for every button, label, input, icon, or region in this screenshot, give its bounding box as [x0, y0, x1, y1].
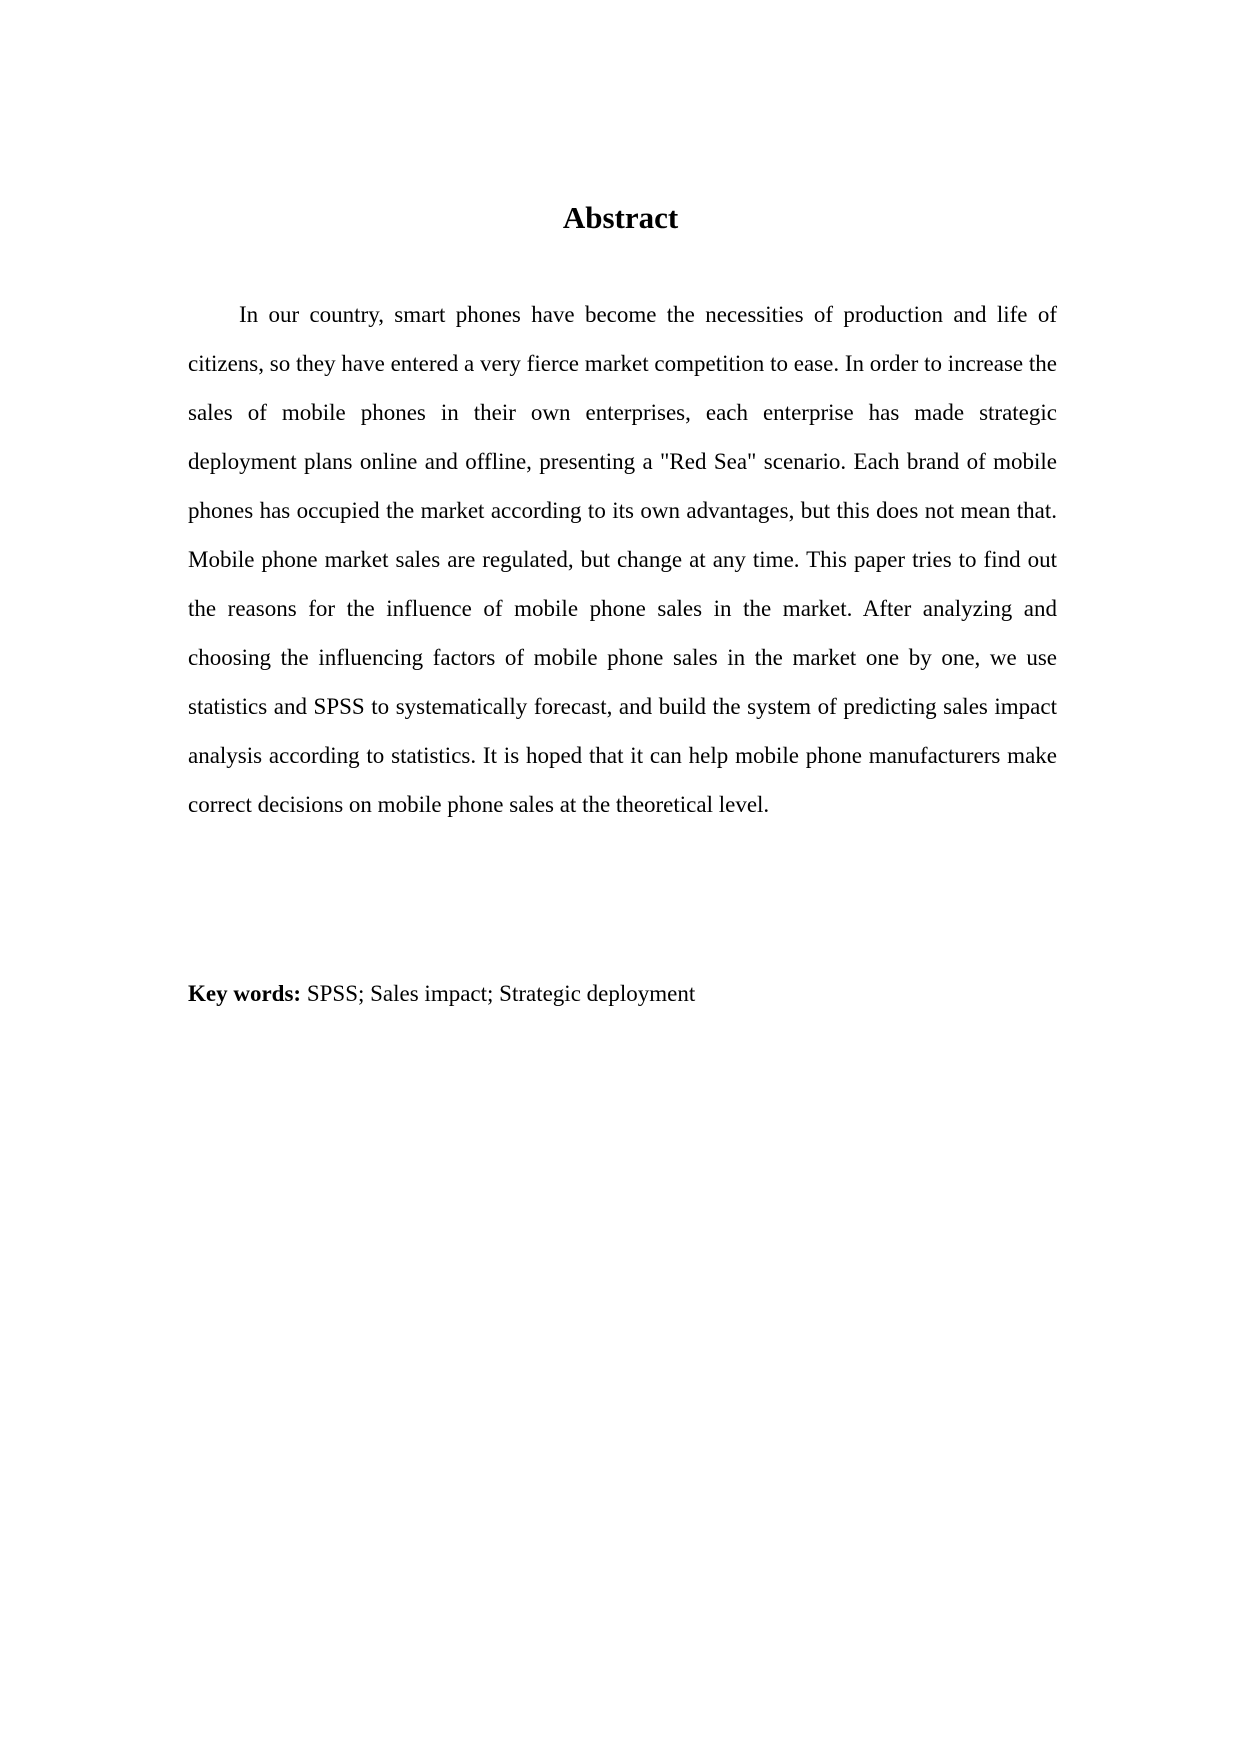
keywords-value: SPSS; Sales impact; Strategic deployment: [301, 981, 696, 1006]
abstract-title: Abstract: [562, 200, 679, 235]
keywords-line: [188, 974, 1057, 1014]
keywords-label: Key words:: [188, 981, 302, 1006]
abstract-paragraph: In our country, smart phones have become the necessities of production and life of citizens, so they have entered a very fierce market competition to ease. In order to increase the sales of mobile phones in their own enterprises, each enterprise has made strategic deployment plans online and offline, presenting a "Red Sea" scenario. Each brand of mobile phones has occupied the market according to its own advantages, but this does not mean that. Mobile phone market sales are regulated, but change at any time. This paper tries to find out the reasons for the influence of mobile phone sales in the market. After analyzing and choosing the influencing factors of mobile phone sales in the market one by one, we use statistics and SPSS to systematically forecast, and build the system of predicting sales impact analysis according to statistics. It is hoped that it can help mobile phone manufacturers make correct decisions on mobile phone sales at the theoretical level.: [188, 302, 1057, 817]
